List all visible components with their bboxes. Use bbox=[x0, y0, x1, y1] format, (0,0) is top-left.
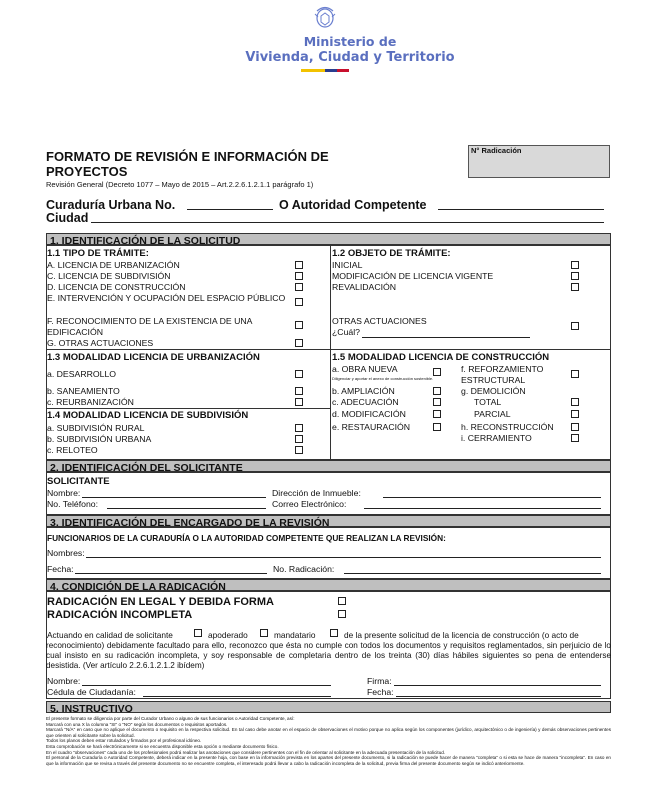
form-title-line1: FORMATO DE REVISIÓN E INFORMACIÓN DE bbox=[46, 149, 329, 164]
urbanizacion-title: 1.3 MODALIDAD LICENCIA DE URBANIZACIÓN bbox=[47, 352, 260, 363]
instructivo-line: El personal de la Curaduría o Autoridad Competente, deberá indicar en la presente hoja, con base en la información prevista en los apartes del presente documento, si la radicación se puede hacer de manera "completa" o si esta se hace de manera "incompleta". En caso en que la información que se revisa a través del presente documento no se encuentre completa, el interesado podrá llevar a cabo la radicación incompleta de la solicitud, previa firma del presente documento según se indicó anteriormente. bbox=[46, 755, 611, 766]
objeto-tramite-title: 1.2 OBJETO DE TRÁMITE: bbox=[332, 248, 451, 259]
section2-header bbox=[46, 460, 611, 472]
sub-item-urbana: b. SUBDIVISIÓN URBANA bbox=[47, 434, 152, 444]
radicacion-legal-label: RADICACIÓN EN LEGAL Y DEBIDA FORMA bbox=[47, 596, 274, 608]
instructivo-line: Marcará con una X la columna "SI" o "NO" según los documentos o requisitos aportados. bbox=[46, 721, 228, 727]
nombres-label: Nombres: bbox=[47, 548, 85, 558]
radicacion-legal-checkbox[interactable] bbox=[338, 597, 346, 605]
radicacion-incompleta-checkbox[interactable] bbox=[338, 610, 346, 618]
con-item-total: TOTAL bbox=[474, 397, 502, 407]
no-radicacion-field[interactable] bbox=[344, 573, 601, 574]
section2-title: 2. IDENTIFICACIÓN DEL SOLICITANTE bbox=[50, 462, 243, 474]
telefono-label: No. Teléfono: bbox=[47, 499, 99, 509]
sub-urbana-checkbox[interactable] bbox=[295, 435, 303, 443]
ciudad-label: Ciudad bbox=[46, 211, 89, 225]
firma-label: Firma: bbox=[367, 676, 392, 686]
no-radicacion-label: No. Radicación: bbox=[273, 564, 335, 574]
tipo-g-checkbox[interactable] bbox=[295, 339, 303, 347]
fecha-field[interactable] bbox=[75, 573, 267, 574]
con-obra-nueva-note: Diligenciar y aportar el anexo de construcción sostenible. bbox=[332, 376, 434, 381]
con-total-checkbox[interactable] bbox=[571, 398, 579, 406]
subdivision-title: 1.4 MODALIDAD LICENCIA DE SUBDIVISIÓN bbox=[47, 410, 249, 421]
direccion-field[interactable] bbox=[383, 497, 601, 498]
instructivo-line: Esta comprobación se hará electrónicamente si se encuentra disponible esta opción o mediante documento físico. bbox=[46, 743, 279, 749]
s4-fecha-field[interactable] bbox=[396, 696, 601, 697]
coat-of-arms-icon bbox=[312, 4, 338, 30]
solicitante-checkbox[interactable] bbox=[194, 629, 202, 637]
correo-label: Correo Electrónico: bbox=[272, 499, 347, 509]
section1-subline bbox=[46, 408, 330, 409]
cedula-label: Cédula de Ciudadanía: bbox=[47, 687, 136, 697]
con-adecuacion-checkbox[interactable] bbox=[433, 398, 441, 406]
mandatario-label: mandatario bbox=[274, 630, 316, 640]
objeto-item-modificacion: MODIFICACIÓN DE LICENCIA VIGENTE bbox=[332, 271, 494, 281]
solicitante-title: SOLICITANTE bbox=[47, 476, 110, 487]
instructivo-line: Todos los planos deben estar rotulados y firmados por el profesional idóneo. bbox=[46, 738, 202, 744]
correo-field[interactable] bbox=[364, 508, 601, 509]
fecha-label: Fecha: bbox=[47, 564, 74, 574]
section3-header bbox=[46, 515, 611, 527]
objeto-inicial-checkbox[interactable] bbox=[571, 261, 579, 269]
nombre-field[interactable] bbox=[82, 497, 266, 498]
tipo-item-g: G. OTRAS ACTUACIONES bbox=[47, 338, 154, 348]
sub-item-rural: a. SUBDIVISIÓN RURAL bbox=[47, 423, 145, 433]
urb-item-reurbanizacion: c. REURBANIZACIÓN bbox=[47, 397, 134, 407]
urb-item-saneamiento: b. SANEAMIENTO bbox=[47, 386, 120, 396]
objeto-item-inicial: INICIAL bbox=[332, 260, 363, 270]
tipo-item-c: C. LICENCIA DE SUBDIVISIÓN bbox=[47, 271, 171, 281]
s4-fecha-label: Fecha: bbox=[367, 687, 394, 697]
section4-header bbox=[46, 579, 611, 591]
tipo-f-checkbox[interactable] bbox=[295, 321, 303, 329]
section5-title: 5. INSTRUCTIVO bbox=[50, 703, 133, 715]
firma-field[interactable] bbox=[394, 685, 601, 686]
con-modificacion-checkbox[interactable] bbox=[433, 410, 441, 418]
form-title-line2: PROYECTOS bbox=[46, 164, 128, 179]
mandatario-checkbox[interactable] bbox=[330, 629, 338, 637]
flag-stripe bbox=[301, 69, 349, 72]
con-cerramiento-checkbox[interactable] bbox=[571, 434, 579, 442]
objeto-modificacion-checkbox[interactable] bbox=[571, 272, 579, 280]
con-item-adecuacion: c. ADECUACIÓN bbox=[332, 397, 399, 407]
funcionarios-title: FUNCIONARIOS DE LA CURADURÍA O LA AUTORIDAD COMPETENTE QUE REALIZAN LA REVISIÓN: bbox=[47, 533, 446, 543]
con-parcial-checkbox[interactable] bbox=[571, 410, 579, 418]
apoderado-checkbox[interactable] bbox=[260, 629, 268, 637]
paragraph-rest-line1: de la presente solicitud de la licencia de construcción (o acto de bbox=[344, 630, 579, 640]
con-item-restauracion: e. RESTAURACIÓN bbox=[332, 422, 411, 432]
construccion-title: 1.5 MODALIDAD LICENCIA DE CONSTRUCCIÓN bbox=[332, 352, 550, 363]
cual-label: ¿Cuál? bbox=[332, 327, 361, 337]
urb-desarrollo-checkbox[interactable] bbox=[295, 370, 303, 378]
actuando-label: Actuando en calidad de solicitante bbox=[47, 630, 173, 640]
cedula-field[interactable] bbox=[143, 696, 331, 697]
urb-item-desarrollo: a. DESARROLLO bbox=[47, 369, 117, 379]
section3-title: 3. IDENTIFICACIÓN DEL ENCARGADO DE LA REVISIÓN bbox=[50, 517, 330, 529]
con-item-reforzamiento: f. REFORZAMIENTO ESTRUCTURAL bbox=[461, 364, 544, 385]
con-restauracion-checkbox[interactable] bbox=[433, 423, 441, 431]
sub-rural-checkbox[interactable] bbox=[295, 424, 303, 432]
ministry-name-line2: Vivienda, Ciudad y Territorio bbox=[245, 50, 455, 65]
objeto-revalidacion-checkbox[interactable] bbox=[571, 283, 579, 291]
ministry-name-line1: Ministerio de bbox=[303, 34, 397, 49]
tipo-e-checkbox[interactable] bbox=[295, 298, 303, 306]
tipo-a-checkbox[interactable] bbox=[295, 261, 303, 269]
radicacion-incompleta-label: RADICACIÓN INCOMPLETA bbox=[47, 609, 193, 621]
tipo-item-f: F. RECONOCIMIENTO DE LA EXISTENCIA DE UNA EDIFICACIÓN bbox=[47, 316, 253, 337]
tipo-tramite-title: 1.1 TIPO DE TRÁMITE: bbox=[47, 248, 149, 259]
nombre-label: Nombre: bbox=[47, 488, 81, 498]
sub-item-reloteo: c. RELOTEO bbox=[47, 445, 98, 455]
section4-title: 4. CONDICIÓN DE LA RADICACIÓN bbox=[50, 581, 226, 593]
con-item-demolicion: g. DEMOLICIÓN bbox=[461, 386, 526, 396]
urb-reurbanizacion-checkbox[interactable] bbox=[295, 398, 303, 406]
instructivo-line: En el cuadro "observaciones" cada uno de los profesionales podrá realizar las anotaciones que considere pertinentes con el fin de orientar al solicitante en la adecuada presentación de la solicitud. bbox=[46, 749, 446, 755]
con-reconstruccion-checkbox[interactable] bbox=[571, 423, 579, 431]
curaduria-field[interactable] bbox=[187, 209, 273, 210]
con-item-obra-nueva: a. OBRA NUEVA bbox=[332, 364, 398, 374]
con-item-parcial: PARCIAL bbox=[474, 409, 511, 419]
paragraph-rest-body: reconocimiento) debidamente facultado para ello, reconozco que ésta no cumple con todos los documentos y requisitos reglamentados, sin perjuicio de lo cual insisto en su radicación incompleta, y soy responsable de completaria dentro de los treinta (30) días hábiles siguientes so pena de entenderse desistida. (Ver artículo 2.2.6.1.2.1.2 ibídem) bbox=[46, 641, 611, 670]
ciudad-field[interactable] bbox=[91, 222, 604, 223]
section1-header bbox=[46, 233, 611, 245]
tipo-item-a: A. LICENCIA DE URBANIZACIÓN bbox=[47, 260, 180, 270]
s4-nombre-field[interactable] bbox=[82, 685, 331, 686]
cual-field[interactable] bbox=[362, 337, 530, 338]
autoridad-field[interactable] bbox=[438, 209, 604, 210]
section1-divider bbox=[330, 245, 331, 460]
otras-actuaciones-checkbox[interactable] bbox=[571, 322, 579, 330]
radicacion-label: N° Radicación bbox=[471, 146, 522, 155]
con-item-reconstruccion: h. RECONSTRUCCIÓN bbox=[461, 422, 554, 432]
section1-midline bbox=[46, 349, 611, 350]
s4-nombre-label: Nombre: bbox=[47, 676, 81, 686]
instructivo-line: El presente formato se diligencia por parte del Curador Urbano o alguno de sus funcionarios o Autoridad Competente, así: bbox=[46, 716, 295, 721]
apoderado-label: apoderado bbox=[208, 630, 248, 640]
nombres-field[interactable] bbox=[86, 557, 601, 558]
instructivo-line: Marcará "N/A" en caso que no aplique el documento o requisito en la respectiva solicitud. En tal caso debe anotar en el espacio de observaciones el motivo porque no aplica según los componentes (jurídico, arquitectónico o de ingeniería) y demás observaciones pertinentes que orienten al solicitante sobre la solicitud. bbox=[46, 727, 611, 738]
urb-saneamiento-checkbox[interactable] bbox=[295, 387, 303, 395]
form-subtitle: Revisión General (Decreto 1077 – Mayo de 2015 – Art.2.2.6.1.2.1.1 parágrafo 1) bbox=[46, 180, 314, 189]
con-obra-nueva-checkbox[interactable] bbox=[433, 368, 441, 376]
direccion-label: Dirección de Inmueble: bbox=[272, 488, 361, 498]
con-item-ampliacion: b. AMPLIACIÓN bbox=[332, 386, 395, 396]
sub-reloteo-checkbox[interactable] bbox=[295, 446, 303, 454]
telefono-field[interactable] bbox=[107, 508, 266, 509]
instructivo-text bbox=[46, 716, 611, 766]
section5-header bbox=[46, 701, 611, 713]
con-item-modificacion: d. MODIFICACIÓN bbox=[332, 409, 406, 419]
section1-title: 1. IDENTIFICACIÓN DE LA SOLICITUD bbox=[50, 235, 241, 247]
tipo-c-checkbox[interactable] bbox=[295, 272, 303, 280]
tipo-d-checkbox[interactable] bbox=[295, 283, 303, 291]
autoridad-label: O Autoridad Competente bbox=[279, 198, 427, 212]
con-ampliacion-checkbox[interactable] bbox=[433, 387, 441, 395]
tipo-item-e: E. INTERVENCIÓN Y OCUPACIÓN DEL ESPACIO PÚBLICO bbox=[47, 293, 286, 303]
curaduria-label: Curaduría Urbana No. bbox=[46, 198, 176, 212]
tipo-item-d: D. LICENCIA DE CONSTRUCCIÓN bbox=[47, 282, 186, 292]
otras-actuaciones-label: OTRAS ACTUACIONES bbox=[332, 316, 427, 326]
con-item-cerramiento: i. CERRAMIENTO bbox=[461, 433, 532, 443]
objeto-item-revalidacion: REVALIDACIÓN bbox=[332, 282, 397, 292]
con-reforzamiento-checkbox[interactable] bbox=[571, 370, 579, 378]
